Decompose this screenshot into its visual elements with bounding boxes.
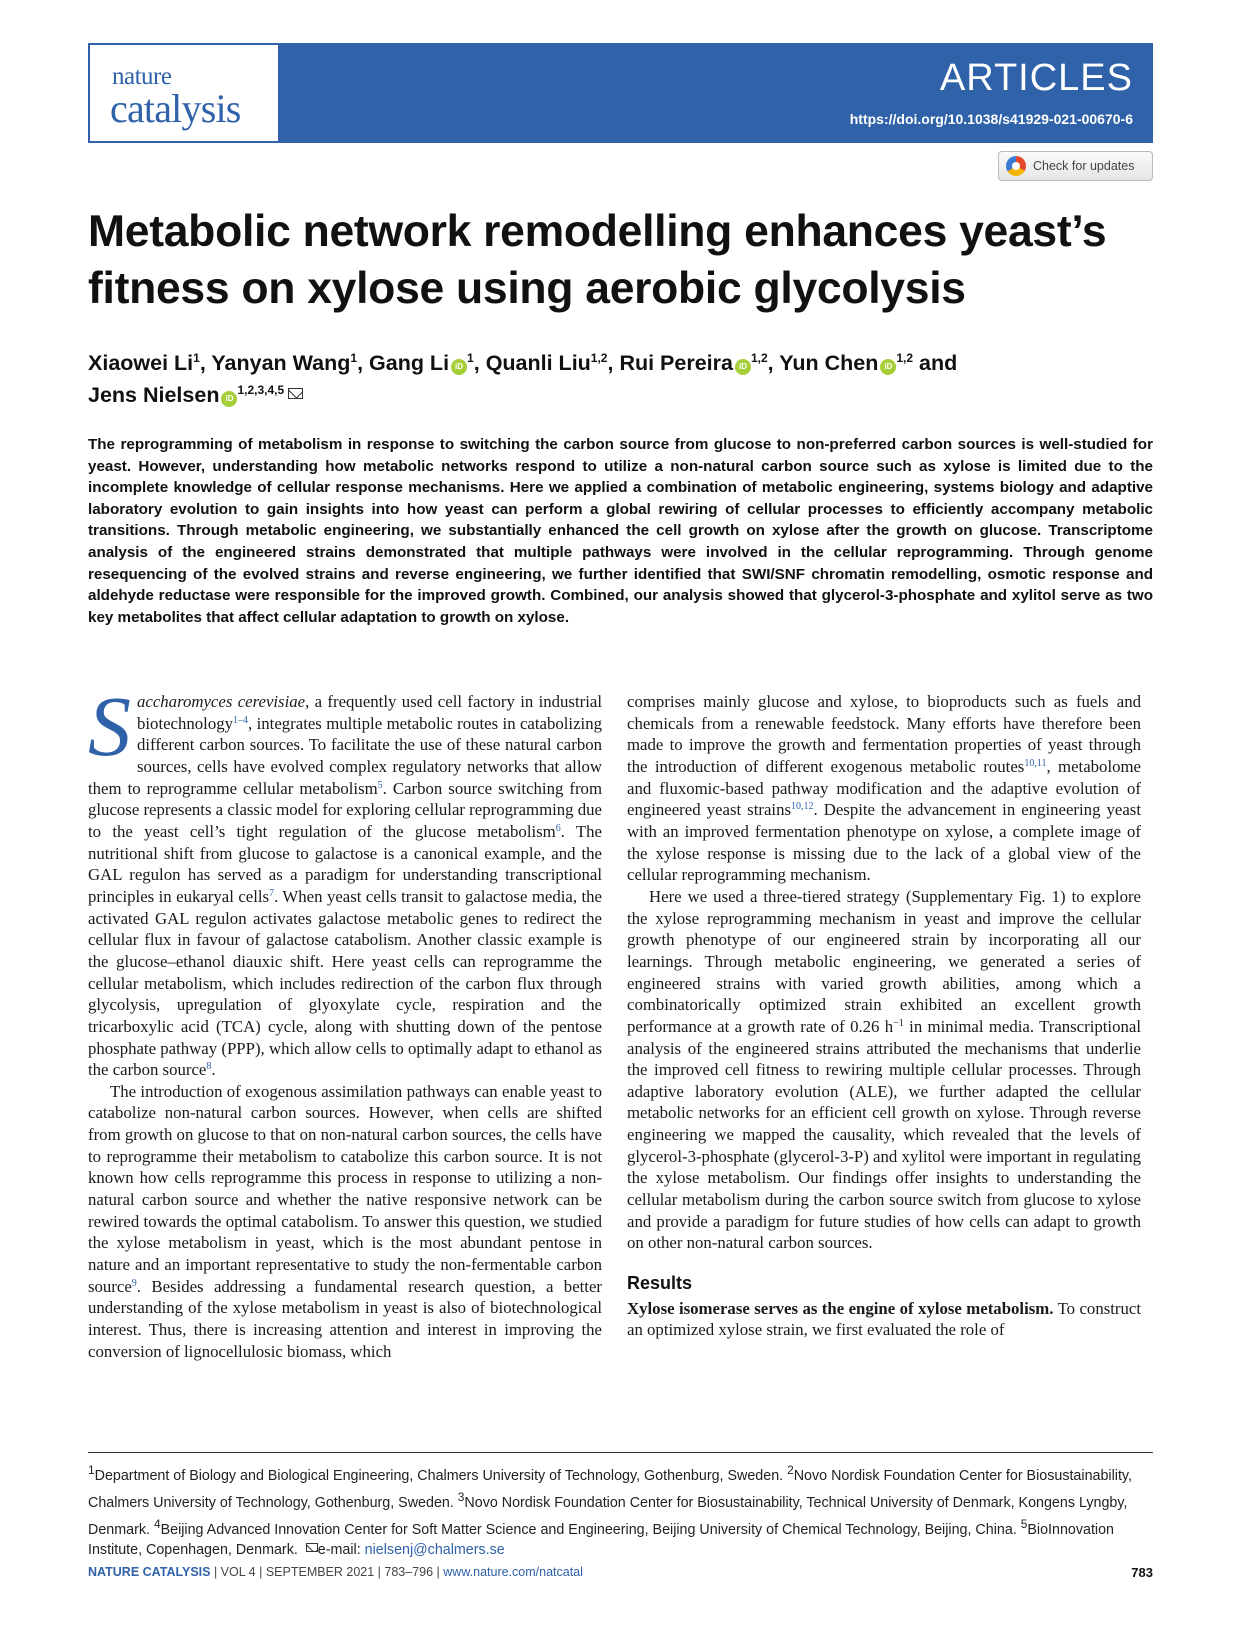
abstract: The reprogramming of metabolism in response to switching the carbon source from glucose to non-preferred carbon sources is well-studied for yeast. However, understanding how metabolic networks respond to utilize a non-natural carbon source such as xylose is limited due to the incomplete knowledge of cellular response mechanisms. Here we applied a combination of metabolic engineering, systems biology and adaptive laboratory evolution to gain insights into how yeast can perform a global rewiring of cellular processes to efficiently accompany metabolic transitions. Through metabolic engineering, we substantially enhanced the cell growth on xylose after the growth on glucose. Transcriptome analysis of the engineered strains demonstrated that multiple pathways were involved in the cellular reprogramming. Through genome resequencing of the evolved strains and reverse engineering, we further identified that SWI/SNF chromatin remodelling, osmotic response and aldehyde reductase were responsible for the improved growth. Combined, our analysis showed that glycerol-3-phosphate and xylitol serve as two key metabolites that affect cellular adaptation to growth on xylose. (88, 436, 1153, 626)
footer-url-link[interactable]: www.nature.com/natcatal (443, 1565, 583, 1579)
affiliation-number: 3 (457, 1489, 465, 1504)
body-paragraph (627, 1298, 1141, 1341)
journal-header (88, 43, 1153, 143)
author-affiliation: 1,2 (750, 351, 768, 365)
body-paragraph (88, 678, 602, 1081)
body-text: , metabolome and fluxomic-based pathway modification and the adaptive evolution of engineered yeast strains (627, 756, 1141, 820)
superscript: −1 (893, 1017, 904, 1029)
body-text: . Despite the advancement in engineering yeast with an improved fermentation phenotype on xylose, a complete image of the xylose response is missing due to the lack of a global view of the cellular reprogramming mechanism. (627, 800, 1141, 885)
affiliation-number: 5 (1020, 1516, 1028, 1531)
subsection-heading: Xylose isomerase serves as the engine of xylose metabolism. (627, 1298, 1054, 1318)
check-for-updates-button[interactable] (998, 151, 1153, 181)
body-text: . When yeast cells transit to galactose media, the activated GAL regulon activates galactose metabolic genes to redirect the cellular flux in favour of galactose catabolism. Another classic example is the glucose–ethanol diauxic shift. Here yeast cells can reprogramme the cellular metabolism, which includes redirection of the carbon flux through glycolysis, upregulation of glyoxylate cycle, respiration and the tricarboxylic acid (TCA) cycle, along with shutting down of the pentose phosphate pathway (PPP), which allow cells to optimally adapt to ethanol as the carbon source (88, 886, 602, 1080)
body-paragraph (627, 691, 1141, 886)
affiliation-text: BioInnovation Institute, Copenhagen, Denmark. (88, 1521, 1114, 1559)
email-label: e-mail: (317, 1542, 365, 1559)
affiliation-number: 1 (88, 1463, 95, 1477)
logo-nature-text: nature (112, 63, 172, 90)
author-affiliation: 1 (193, 351, 200, 365)
author-affiliation: 1,2,3,4,5 (237, 383, 285, 397)
section-label: ARTICLES (939, 57, 1133, 99)
affiliation-number: 4 (153, 1516, 161, 1531)
body-text: To construct an optimized xylose strain, we first evaluated the role of (627, 1298, 1141, 1340)
email-icon (306, 1543, 318, 1552)
citation-link[interactable]: 8 (206, 1061, 212, 1073)
author-affiliation: 1,2 (590, 351, 608, 365)
citation-link[interactable]: 10,12 (791, 801, 814, 813)
citation-link[interactable]: 10,11 (1024, 757, 1047, 769)
citation-link[interactable]: 1–4 (233, 714, 249, 726)
page-footer (88, 1565, 583, 1579)
results-heading: Results (627, 1273, 693, 1294)
author-affiliation: 1,2 (896, 351, 914, 365)
orcid-icon[interactable]: iD (221, 391, 237, 407)
citation-link[interactable]: 9 (131, 1277, 137, 1289)
affiliation-text: Novo Nordisk Foundation Center for Biosustainability, Technical University of Denmark, Kongens Lyngby, Denmark. (88, 1494, 1128, 1538)
affiliations-footnote (88, 1460, 1153, 1561)
article-title: Metabolic network remodelling enhances yeast’s fitness on xylose using aerobic glycolysis (88, 207, 1107, 313)
author-name[interactable]: Yanyan Wang (211, 351, 351, 375)
affiliation-text: Novo Nordisk Foundation Center for Biosustainability, Chalmers University of Technology, Gothenburg, Sweden. (88, 1467, 1132, 1511)
body-text: . (211, 1060, 216, 1080)
body-text: The introduction of exogenous assimilation pathways can enable yeast to catabolize non-natural carbon sources. However, when cells are shifted from growth on glucose to that on non-natural carbon sources, the cells have to reprogramme their metabolism to catabolize this carbon source. It is not known how cells reprogramme this process in response to utilizing a non-natural carbon source and whether the native responsive network can be rewired towards the optimal catabolism. To answer this question, we studied the xylose metabolism in yeast, which is the most abundant pentose in nature and an important representative to study the non-fermentable carbon source (88, 1081, 603, 1296)
email-link[interactable]: nielsenj@chalmers.se (364, 1542, 505, 1559)
logo-catalysis-text: catalysis (110, 86, 241, 131)
author-name[interactable]: Yun Chen (779, 351, 879, 375)
body-text: Here we used a three-tiered strategy (Supplementary Fig. 1) to explore the xylose reprogramming mechanism in yeast and improve the cellular growth phenotype of our engineered strain by incorporating all our learnings. Through metabolic engineering, we generated a series of engineered strains with varied growth abilities, among which a combinatorically optimized strain exhibited an excellent growth performance at a growth rate of 0.26 h (627, 886, 1141, 1036)
drop-cap: S (88, 678, 131, 774)
check-for-updates-label: Check for updates (1033, 159, 1135, 173)
footer-details: | VOL 4 | SEPTEMBER 2021 | 783–796 | (210, 1565, 444, 1579)
affiliation-text: Beijing Advanced Innovation Center for Soft Matter Science and Engineering, Beijing University of Chemical Technology, Beijing, China. (160, 1521, 1021, 1538)
author-name[interactable]: Gang Li (369, 351, 450, 375)
footnote-divider (88, 1452, 1153, 1453)
orcid-icon[interactable]: iD (735, 359, 751, 375)
body-text: comprises mainly glucose and xylose, to bioproducts such as fuels and chemicals from a renewable feedstock. Many efforts have therefore been made to improve the growth and fermentation properties of yeast through the introduction of different exogenous metabolic routes (627, 692, 1141, 776)
author-name[interactable]: Rui Pereira (619, 351, 733, 375)
doi-link[interactable]: https://doi.org/10.1038/s41929-021-00670-6 (849, 111, 1133, 127)
affiliation-text: Department of Biology and Biological Engineering, Chalmers University of Technology, Gothenburg, Sweden. (94, 1467, 788, 1484)
body-text: , a frequently used cell factory in industrial biotechnology (137, 692, 602, 733)
author-list: Xiaowei Li$^1$, Yanyan Wang$^1$, Gang Li $iD^1$, Quanli Liu$^{1,2}$, Rui Pereira iD$^{1,2}$, Yun Chen iD$^{1,2}$ and Jens Nielsen iD$^{1,2,3,4,5}$ (88, 351, 958, 407)
orcid-icon[interactable]: iD (451, 359, 467, 375)
body-text: . Carbon source switching from glucose represents a classic model for exploring cellular reprogramming due to the yeast cell’s tight regulation of the glucose metabolism (88, 778, 602, 841)
body-paragraph (627, 886, 1141, 1254)
body-text: . Besides addressing a fundamental research question, a better understanding of the xylose metabolism in yeast is also of biotechnological interest. Thus, there is increasing attention and interest in improving the conversion of lignocellulosic biomass, which (88, 1276, 602, 1361)
body-paragraph (88, 1081, 602, 1363)
citation-link[interactable]: 7 (269, 887, 275, 899)
citation-link[interactable]: 6 (555, 822, 561, 834)
citation-link[interactable]: 5 (377, 779, 383, 791)
journal-logo[interactable] (89, 44, 279, 142)
email-icon[interactable] (288, 388, 303, 399)
author-affiliation: 1 (350, 351, 358, 365)
author-name[interactable]: Quanli Liu (485, 351, 591, 375)
page-number: 783 (1131, 1565, 1153, 1580)
footer-journal-name: NATURE CATALYSIS (88, 1565, 211, 1579)
body-column-right (627, 691, 1141, 1341)
body-text: . The nutritional shift from glucose to galactose is a canonical example, and the GAL regulon has served as a paradigm for understanding transcriptional principles in eukaryal cells (88, 821, 602, 906)
author-name[interactable]: Xiaowei Li (88, 351, 194, 375)
body-text: in minimal media. Transcriptional analysis of the engineered strains attributed the mechanisms that underlie the improved cell fitness to rewiring multiple cellular processes. Through adaptive laboratory evolution (ALE), we further adapted the cellular metabolic networks for an efficient cell growth on xylose. Through reverse engineering we mapped the causality, which revealed that the levels of glycerol-3-phosphate (glycerol-3-P) and xylitol were important in regulating the xylose metabolism. Our findings offer insights to understanding the cellular metabolism during the carbon source switch from glucose to xylose and provide a paradigm for future studies of how cells can adapt to growth on other non-natural carbon sources. (627, 1016, 1142, 1253)
crossmark-icon (1006, 156, 1026, 176)
orcid-icon[interactable]: iD (880, 359, 896, 375)
author-name[interactable]: Jens Nielsen (88, 383, 220, 407)
body-text: , integrates multiple metabolic routes in catabolizing different carbon sources. To facilitate the use of these natural carbon sources, cells have evolved complex regulatory networks that allow them to reprogramme cellular metabolism (88, 713, 602, 798)
body-column-left (88, 678, 603, 1362)
author-affiliation: 1 (467, 351, 474, 365)
affiliation-number: 2 (787, 1463, 794, 1477)
species-name: accharomyces cerevisiae (137, 692, 306, 711)
